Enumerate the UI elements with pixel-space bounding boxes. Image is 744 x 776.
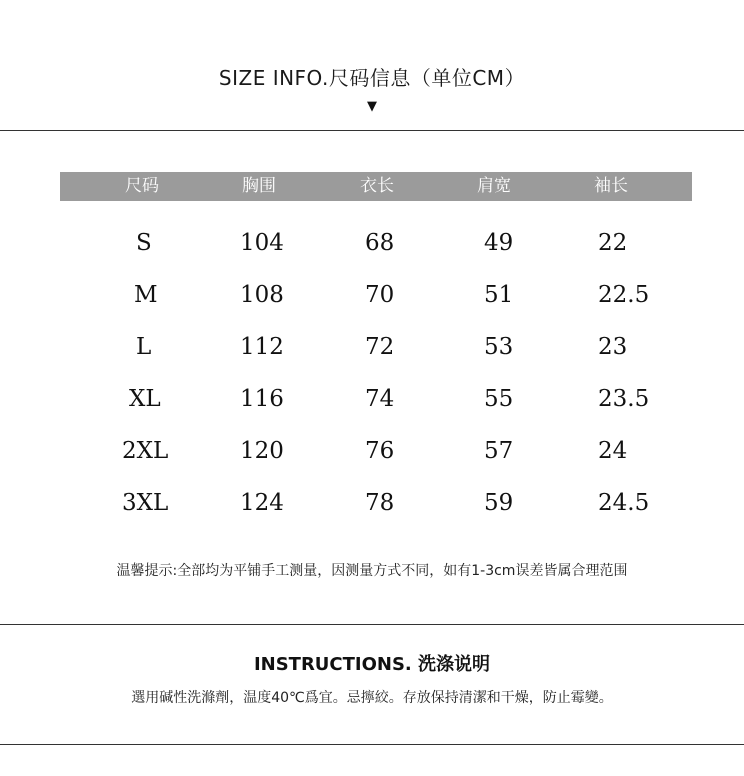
cell-sleeve: 23 — [598, 334, 628, 360]
table-row — [60, 477, 692, 529]
table-row — [60, 321, 692, 373]
header-shoulder: 肩宽 — [477, 176, 511, 196]
cell-sleeve: 22 — [598, 230, 628, 256]
cell-length: 76 — [365, 438, 395, 464]
cell-sleeve: 23.5 — [598, 386, 650, 412]
cell-size: XL — [129, 386, 161, 412]
cell-shoulder: 49 — [484, 230, 514, 256]
cell-length: 72 — [365, 334, 395, 360]
cell-sleeve: 22.5 — [598, 282, 650, 308]
header-sleeve: 袖长 — [594, 176, 628, 196]
cell-chest: 108 — [240, 282, 284, 308]
table-row — [60, 373, 692, 425]
cell-shoulder: 57 — [484, 438, 514, 464]
table-row — [60, 425, 692, 477]
cell-length: 78 — [365, 490, 395, 516]
cell-size: 3XL — [122, 490, 169, 516]
cell-length: 70 — [365, 282, 395, 308]
cell-shoulder: 55 — [484, 386, 514, 412]
cell-size: M — [134, 282, 158, 308]
cell-shoulder: 59 — [484, 490, 514, 516]
size-table-body — [60, 201, 692, 521]
table-row — [60, 269, 692, 321]
cell-length: 68 — [365, 230, 395, 256]
cell-sleeve: 24.5 — [598, 490, 650, 516]
size-info-title: SIZE INFO.尺码信息（单位CM） — [218, 66, 526, 90]
cell-shoulder: 51 — [484, 282, 514, 308]
cell-length: 74 — [365, 386, 395, 412]
table-row — [60, 217, 692, 269]
cell-sleeve: 24 — [598, 438, 628, 464]
size-table-header — [60, 172, 692, 201]
instructions-title: INSTRUCTIONS. 洗涤说明 — [253, 654, 491, 675]
size-table — [60, 172, 692, 521]
middle-divider — [0, 624, 744, 625]
cell-chest: 116 — [240, 386, 284, 412]
cell-chest: 124 — [240, 490, 284, 516]
bottom-divider — [0, 744, 744, 745]
down-arrow-icon: ▼ — [367, 99, 377, 114]
cell-shoulder: 53 — [484, 334, 514, 360]
header-chest: 胸围 — [242, 176, 276, 196]
measurement-note: 温馨提示:全部均为平铺手工测量，因测量方式不同，如有1-3cm误差皆属合理范围 — [116, 563, 628, 579]
cell-chest: 112 — [240, 334, 284, 360]
cell-size: S — [136, 230, 152, 256]
instructions-text: 選用碱性洗滌劑，温度40℃爲宜。忌擰絞。存放保持清潔和干燥，防止霉變。 — [131, 690, 613, 706]
cell-size: L — [136, 334, 152, 360]
top-divider — [0, 130, 744, 131]
cell-chest: 104 — [240, 230, 284, 256]
cell-size: 2XL — [122, 438, 169, 464]
header-length: 衣长 — [360, 176, 394, 196]
cell-chest: 120 — [240, 438, 284, 464]
header-size: 尺码 — [125, 176, 159, 196]
